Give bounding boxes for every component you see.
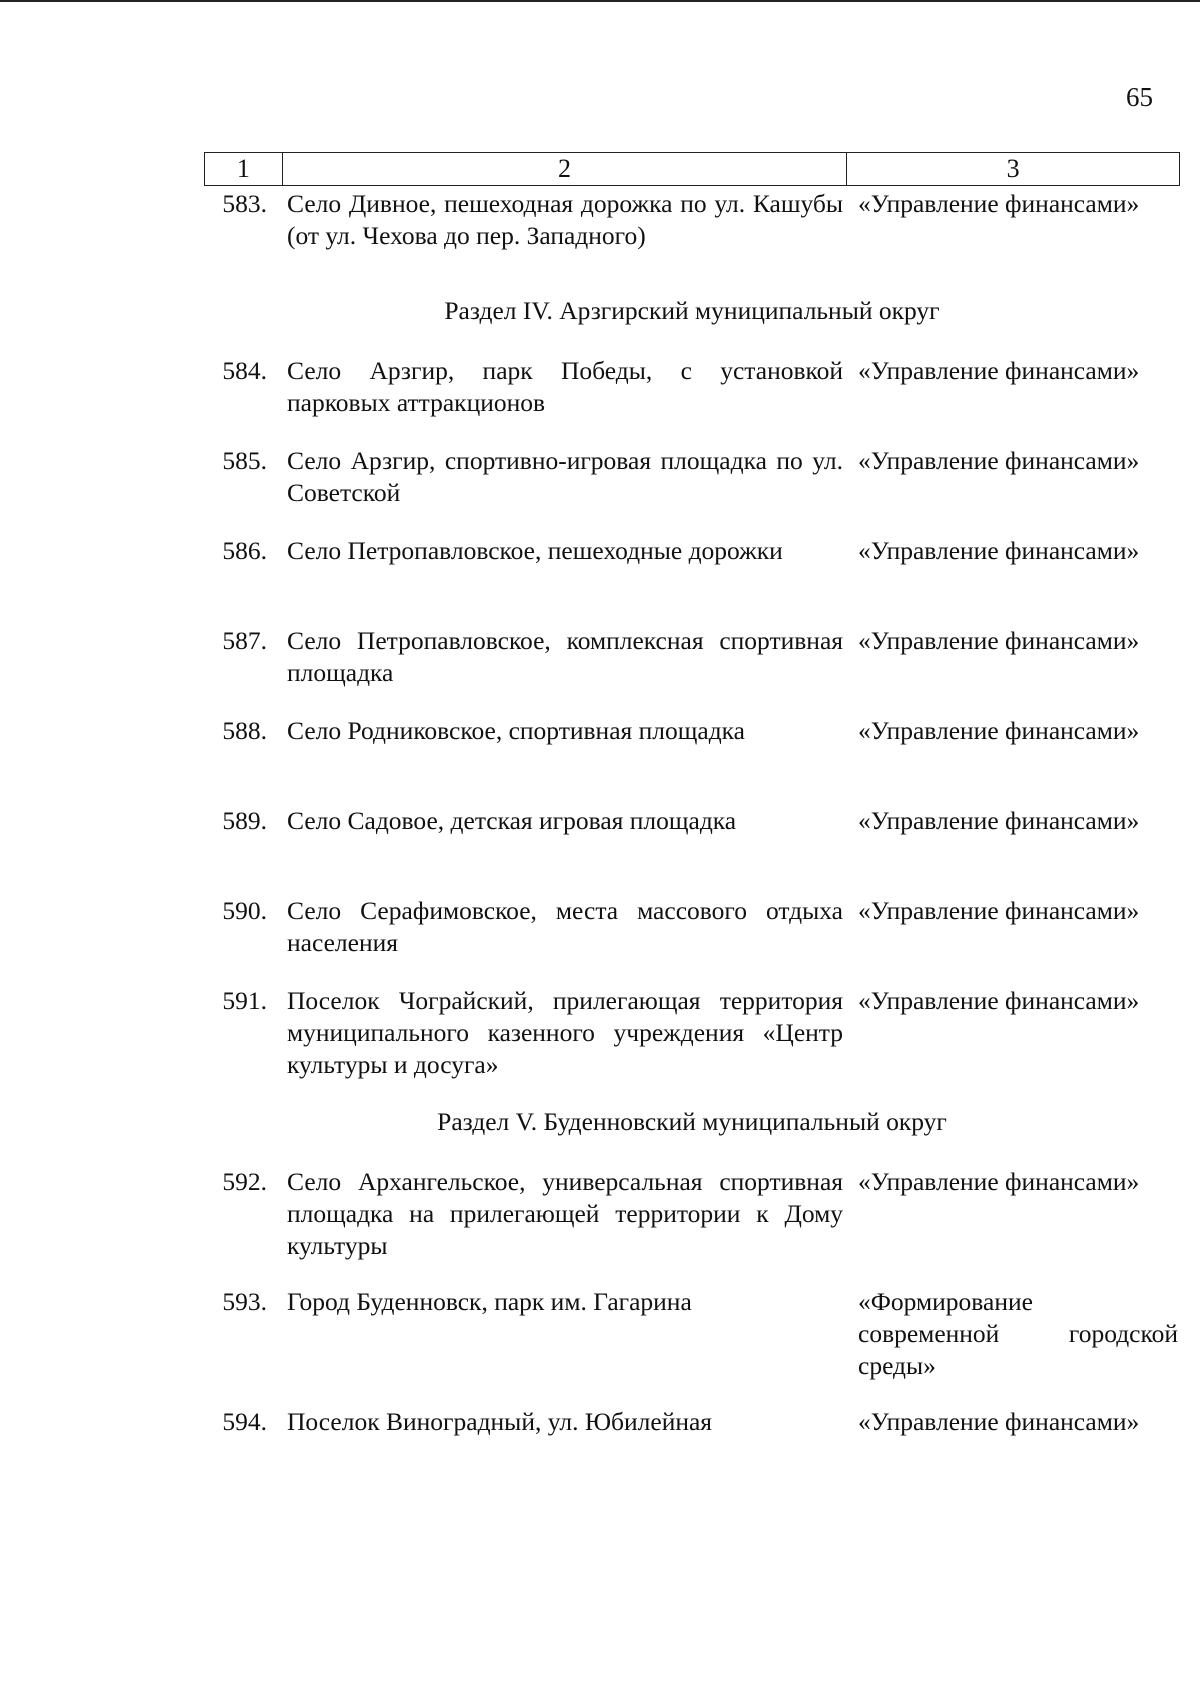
row-number: 585.	[222, 446, 267, 475]
row-description: Село Архангельское, универсальная спортивная площадка на прилегающей территории к Дому культуры	[287, 1167, 843, 1260]
scan-artifact	[410, 1651, 480, 1659]
row-description: Город Буденновск, парк им. Гагарина	[287, 1287, 692, 1316]
row-description: Село Петропавловское, пешеходные дорожки	[287, 536, 783, 565]
row-number: 593.	[222, 1287, 267, 1316]
row-number: 584.	[222, 356, 267, 385]
row-description: Село Родниковское, спортивная площадка	[287, 716, 745, 745]
row-number: 588.	[222, 716, 267, 745]
row-description: Поселок Чограйский, прилегающая территория муниципального казенного учреждения «Центр культуры и досуга»	[287, 986, 843, 1079]
row-program: «Управление финансами»	[858, 356, 1140, 385]
column-header-3: 3	[847, 153, 1180, 186]
section-heading: Раздел IV. Арзгирский муниципальный округ	[444, 296, 940, 325]
row-description: Село Серафимовское, места массового отдыха населения	[287, 896, 843, 957]
row-description: Село Дивное, пешеходная дорожка по ул. Кашубы (от ул. Чехова до пер. Западного)	[287, 189, 843, 250]
row-number: 583.	[222, 189, 267, 218]
row-number: 592.	[222, 1167, 267, 1196]
row-number: 590.	[222, 896, 267, 925]
row-description: Поселок Виноградный, ул. Юбилейная	[287, 1407, 713, 1436]
column-header-table	[204, 152, 1180, 186]
row-program: «Управление финансами»	[858, 626, 1140, 655]
row-program: «Управление финансами»	[858, 446, 1140, 475]
row-number: 586.	[222, 536, 267, 565]
row-description: Село Садовое, детская игровая площадка	[287, 806, 737, 835]
top-border-line	[0, 0, 1200, 2]
row-program: «Управление финансами»	[858, 189, 1140, 218]
row-number: 587.	[222, 626, 267, 655]
row-program: «Управление финансами»	[858, 896, 1140, 925]
row-description: Село Арзгир, спортивно-игровая площадка по ул. Советской	[287, 446, 843, 507]
row-number: 589.	[222, 806, 267, 835]
row-program: «Управление финансами»	[858, 1167, 1140, 1196]
row-description: Село Петропавловское, комплексная спортивная площадка	[287, 626, 843, 687]
page-number: 65	[1126, 82, 1153, 112]
row-number: 594.	[222, 1407, 267, 1436]
row-program: «Управление финансами»	[858, 986, 1140, 1015]
row-number: 591.	[222, 986, 267, 1015]
row-program: «Управление финансами»	[858, 536, 1140, 565]
row-program: «Формирование современной городской среды»	[858, 1287, 1178, 1380]
row-program: «Управление финансами»	[858, 806, 1140, 835]
column-header-1: 1	[205, 153, 283, 186]
row-program: «Управление финансами»	[858, 716, 1140, 745]
section-heading: Раздел V. Буденновский муниципальный округ	[437, 1107, 947, 1136]
row-description: Село Арзгир, парк Победы, с установкой парковых аттракционов	[287, 356, 843, 417]
row-program: «Управление финансами»	[858, 1407, 1140, 1436]
column-header-2: 2	[282, 153, 847, 186]
